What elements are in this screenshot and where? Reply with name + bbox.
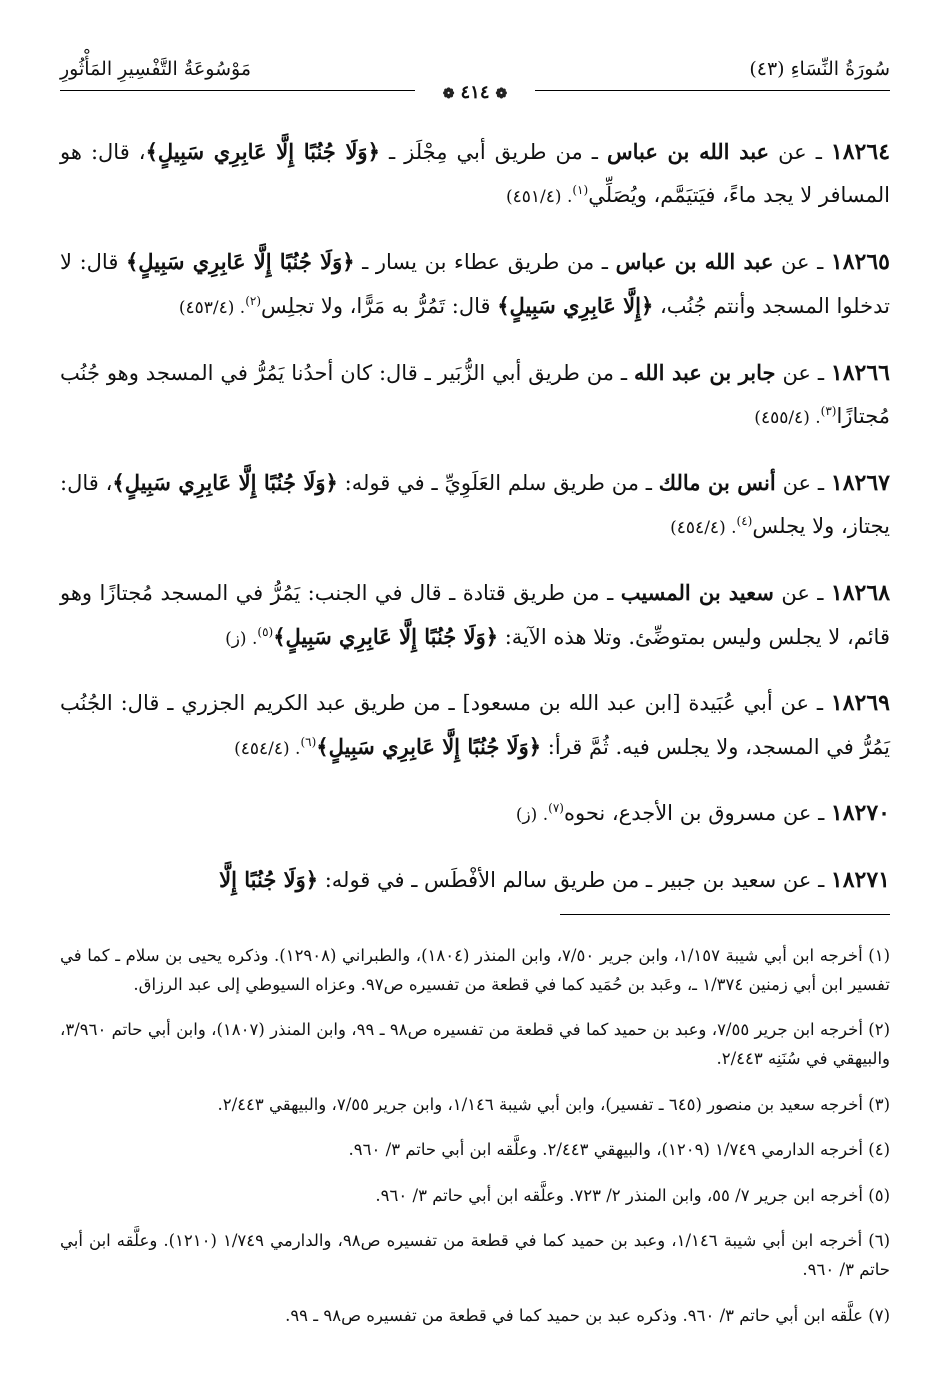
entry: ١٨٢٦٨ ـ عن سعيد بن المسيب ـ من طريق قتادة ـ قال في الجنب: يَمُرُّ في المسجد مُجتازًا وهو قائم، لا يجلس وليس بمتوضِّئ. وتلا هذه الآية: ﴿وَلَا جُنُبًا إِلَّا عَابِرِي سَبِيلٍ﴾$^{(٥)}$. (ز) bbox=[60, 580, 891, 649]
quran-quote: ﴿وَلَا جُنُبًا إِلَّا عَابِرِي سَبِيلٍ﴾ bbox=[112, 470, 338, 495]
page-header bbox=[60, 52, 890, 103]
entries-list bbox=[60, 130, 890, 902]
footnote-marker[interactable]: (٦) bbox=[300, 735, 317, 749]
quran-quote: ﴿وَلَا جُنُبًا إِلَّا عَابِرِي سَبِيلٍ﴾ bbox=[125, 249, 355, 274]
footnote-marker[interactable]: (١) bbox=[572, 183, 589, 197]
footnote: (٦) أخرجه ابن أبي شيبة ١/١٤٦، وعبد بن حميد كما في قطعة من تفسيره ص٩٨، والدارمي ١/٧٤٩ (١٢١٠). وعلَّقه ابن أبي حاتم ٣/ ٩٦٠. bbox=[60, 1231, 890, 1279]
narrator-name: جابر بن عبد الله bbox=[633, 360, 776, 385]
book-page bbox=[60, 52, 890, 1388]
quran-quote: ﴿وَلَا جُنُبًا إِلَّا bbox=[219, 867, 319, 892]
entry-number: ١٨٢٦٨ bbox=[830, 580, 891, 606]
quran-quote: ﴿إِلَّا عَابِرِي سَبِيلٍ﴾ bbox=[497, 293, 654, 318]
footnote-marker[interactable]: (٤) bbox=[736, 514, 753, 528]
entry-number: ١٨٢٦٤ bbox=[830, 139, 891, 165]
ornament-icon: ❁ bbox=[495, 86, 508, 102]
ornament-icon: ❁ bbox=[442, 86, 455, 102]
entry: ١٨٢٦٦ ـ عن جابر بن عبد الله ـ من طريق أبي الزُّبَير ـ قال: كان أحدُنا يَمُرُّ في المسجد وهو جُنُب مُجتازًا$^{(٣)}$. (٤٥٥/٤) bbox=[60, 360, 890, 428]
footnote: (٣) أخرجه سعيد بن منصور (٦٤٥ ـ تفسير)، وابن أبي شيبة ١/١٤٦، وابن جرير ٧/٥٥، والبيهقي ٢/٤٤٣. bbox=[217, 1094, 890, 1114]
entry: ١٨٢٧١ ـ عن سعيد بن جبير ـ من طريق سالم الأفْطَس ـ في قوله: ﴿وَلَا جُنُبًا إِلَّا bbox=[219, 867, 890, 893]
page-number bbox=[60, 82, 890, 103]
footnote-separator bbox=[560, 914, 890, 915]
quran-quote: ﴿وَلَا جُنُبًا إِلَّا عَابِرِي سَبِيلٍ﴾ bbox=[145, 139, 380, 164]
narrator-name: عبد الله بن عباس bbox=[606, 139, 770, 164]
footnote-marker[interactable]: (٥) bbox=[257, 625, 274, 639]
volume-ref: . (٤٥٣/٤) bbox=[178, 298, 246, 318]
page-number-text: ٤١٤ bbox=[460, 82, 490, 103]
footnote: (٥) أخرجه ابن جرير ٧/ ٥٥، وابن المنذر ٢/ ٧٢٣. وعلَّقه ابن أبي حاتم ٣/ ٩٦٠. bbox=[375, 1185, 890, 1205]
footnotes bbox=[60, 924, 890, 1333]
narrator-name: أنس بن مالك bbox=[658, 470, 776, 495]
volume-ref: . (٤٥٤/٤) bbox=[234, 739, 301, 759]
book-title: مَوْسُوعَةُ التَّفْسِيرِ المَأْثُورِ bbox=[60, 58, 252, 80]
footnote: (٧) علَّقه ابن أبي حاتم ٣/ ٩٦٠. وذكره عبد بن حميد كما في قطعة من تفسيره ص٩٨ ـ ٩٩. bbox=[285, 1305, 890, 1325]
narrator-name: عبد الله بن عباس bbox=[615, 249, 774, 274]
entry-number: ١٨٢٧١ bbox=[830, 867, 890, 893]
volume-ref: . (٤٥٤/٤) bbox=[670, 518, 737, 538]
entry-number: ١٨٢٧٠ bbox=[830, 800, 890, 826]
surah-title: سُورَةُ النِّسَاءِ (٤٣) bbox=[749, 58, 890, 80]
footnote-marker[interactable]: (٢) bbox=[245, 294, 262, 308]
footnote: (١) أخرجه ابن أبي شيبة ١/١٥٧، وابن جرير ٧/٥٠، وابن المنذر (١٨٠٤)، والطبراني (١٢٩٠٨). وذكره يحيى بن سلام ـ كما في تفسير ابن أبي زمنين ١/٣٧٤ ـ، وعَبد بن حُمَيد كما في قطعة من تفسيره ص٩٧. وعزاه السيوطي إلى عبد الرزاق. bbox=[60, 945, 890, 994]
entry-number: ١٨٢٦٧ bbox=[830, 470, 890, 496]
volume-ref: . (ز) bbox=[515, 805, 549, 825]
quran-quote: ﴿وَلَا جُنُبًا إِلَّا عَابِرِي سَبِيلٍ﴾ bbox=[273, 624, 499, 649]
entry: ١٨٢٦٩ ـ عن أبي عُبَيدة [ابن عبد الله بن مسعود] ـ من طريق عبد الكريم الجزري ـ قال: الجُنُب يَمُرُّ في المسجد، ولا يجلس فيه. ثُمَّ قرأ: ﴿وَلَا جُنُبًا إِلَّا عَابِرِي سَبِيلٍ﴾$^{(٦)}$. (٤٥٤/٤) bbox=[60, 690, 890, 759]
volume-ref: . (٤٥١/٤) bbox=[506, 187, 573, 207]
entry: ١٨٢٦٧ ـ عن أنس بن مالك ـ من طريق سلم العَلَوِيِّ ـ في قوله: ﴿وَلَا جُنُبًا إِلَّا عَابِرِي سَبِيلٍ﴾، قال: يجتاز، ولا يجلس$^{(٤)}$. (٤٥٤/٤) bbox=[60, 470, 890, 538]
entry-number: ١٨٢٦٩ bbox=[830, 690, 890, 716]
entry-number: ١٨٢٦٥ bbox=[830, 249, 890, 275]
footnote: (٢) أخرجه ابن جرير ٧/٥٥، وعبد بن حميد كما في قطعة من تفسيره ص٩٨ ـ ٩٩، وابن المنذر (١٨٠٧)، وابن أبي حاتم ٣/٩٦٠، والبيهقي في سُنَنِه ٢/٤٤٣. bbox=[60, 1020, 891, 1068]
footnote-marker[interactable]: (٣) bbox=[820, 404, 837, 418]
entry-number: ١٨٢٦٦ bbox=[830, 360, 890, 386]
volume-ref: . (ز) bbox=[225, 629, 258, 649]
narrator-name: سعيد بن المسيب bbox=[620, 580, 774, 605]
entry: ١٨٢٦٤ ـ عن عبد الله بن عباس ـ من طريق أبي مِجْلَز ـ ﴿وَلَا جُنُبًا إِلَّا عَابِرِي سَبِيلٍ﴾، قال: هو المسافر لا يجد ماءً، فيَتيَمَّم، ويُصَلِّي$^{(١)}$. (٤٥١/٤) bbox=[60, 139, 891, 207]
entry: ١٨٢٧٠ ـ عن مسروق بن الأجدع، نحوه$^{(٧)}$. (ز) bbox=[515, 800, 890, 826]
volume-ref: . (٤٥٥/٤) bbox=[754, 408, 821, 428]
entry: ١٨٢٦٥ ـ عن عبد الله بن عباس ـ من طريق عطاء بن يسار ـ ﴿وَلَا جُنُبًا إِلَّا عَابِرِي سَبِيلٍ﴾ قال: لا تدخلوا المسجد وأنتم جُنُب، ﴿إِلَّا عَابِرِي سَبِيلٍ﴾ قال: تَمُرُّ به مَرًّا، ولا تجلِس$^{(٢)}$. (٤٥٣/٤) bbox=[60, 249, 890, 318]
footnote-marker[interactable]: (٧) bbox=[548, 801, 564, 815]
footnote: (٤) أخرجه الدارمي ١/٧٤٩ (١٢٠٩)، والبيهقي ٢/٤٤٣. وعلَّقه ابن أبي حاتم ٣/ ٩٦٠. bbox=[348, 1140, 890, 1159]
quran-quote: ﴿وَلَا جُنُبًا إِلَّا عَابِرِي سَبِيلٍ﴾ bbox=[316, 734, 542, 759]
